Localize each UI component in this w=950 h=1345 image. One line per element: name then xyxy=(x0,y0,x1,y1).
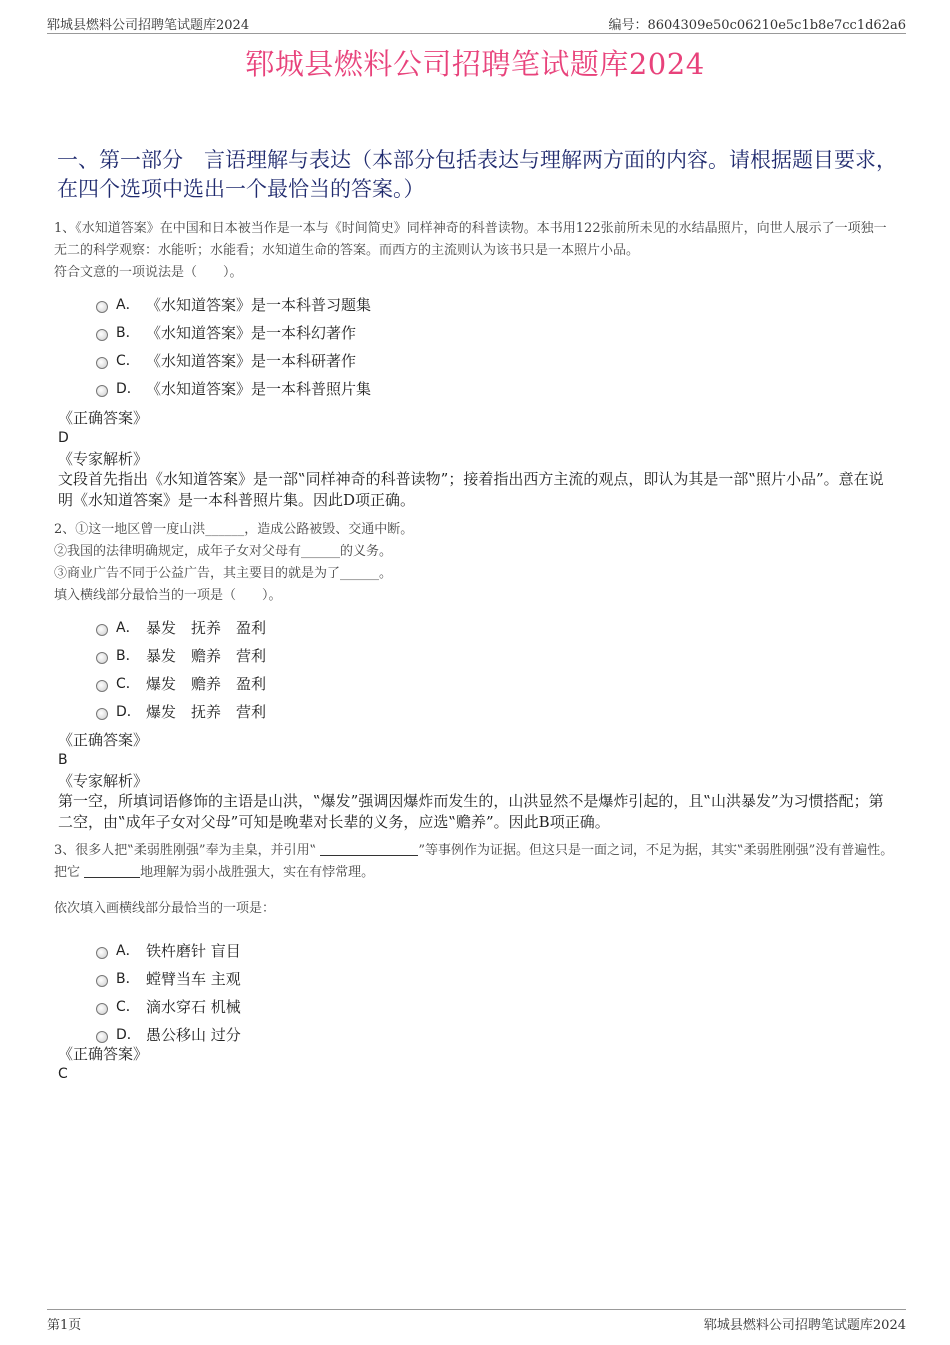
question-1-option-c[interactable] xyxy=(96,346,894,374)
question-3-option-b[interactable] xyxy=(96,964,894,992)
option-letter: C． xyxy=(116,676,140,692)
option-text: 暴发 赡养 营利 xyxy=(146,646,267,665)
radio-icon[interactable] xyxy=(96,708,108,720)
radio-icon[interactable] xyxy=(96,301,108,313)
analysis-label: 《专家解析》 xyxy=(58,772,149,790)
question-1-analysis: 文段首先指出《水知道答案》是一部‟同样神奇的科普读物”；接着指出西方主流的观点，即认为其是一部‟照片小品”。意在说明《水知道答案》是一本科普照片集。因此D项正确。 xyxy=(58,470,884,509)
question-2-option-a[interactable] xyxy=(96,613,894,641)
header-divider xyxy=(47,33,906,34)
question-2-answer-block xyxy=(58,730,898,833)
option-letter: C． xyxy=(116,999,140,1015)
option-letter: B． xyxy=(116,971,140,987)
question-3-option-c[interactable] xyxy=(96,992,894,1020)
question-1-stem xyxy=(54,218,894,284)
question-2 xyxy=(54,519,894,725)
question-2-option-d[interactable] xyxy=(96,697,894,725)
question-3-answer: C xyxy=(58,1066,68,1082)
option-text: 铁杵磨针 盲目 xyxy=(146,941,241,960)
question-2-prompt: 填入横线部分最恰当的一项是（ ）。 xyxy=(54,588,282,603)
radio-icon[interactable] xyxy=(96,1031,108,1043)
question-2-line-3: ③商业广告不同于公益广告，其主要目的就是为了______。 xyxy=(54,566,393,581)
radio-icon[interactable] xyxy=(96,680,108,692)
option-letter: B． xyxy=(116,648,140,664)
question-2-analysis: 第一空，所填词语修饰的主语是山洪，‟爆发”强调因爆炸而发生的，山洪显然不是爆炸引起的，且‟山洪暴发”为习惯搭配；第二空，由‟成年子女对父母”可知是晚辈对长辈的义务，应选‟赡养”。因此B项正确。 xyxy=(58,792,884,831)
radio-icon[interactable] xyxy=(96,624,108,636)
question-3-stem xyxy=(54,840,894,920)
question-1-prompt: 符合文意的一项说法是（ ）。 xyxy=(54,265,243,280)
question-3-options xyxy=(96,936,894,1048)
radio-icon[interactable] xyxy=(96,357,108,369)
footer-divider xyxy=(47,1309,906,1310)
question-2-answer: B xyxy=(58,752,68,768)
option-letter: A． xyxy=(116,297,140,313)
question-3-option-a[interactable] xyxy=(96,936,894,964)
option-text: 《水知道答案》是一本科普照片集 xyxy=(146,379,372,398)
option-letter: A． xyxy=(116,620,140,636)
question-3-text-part-1: 3、很多人把‟柔弱胜刚强”奉为圭臬，并引用‟ xyxy=(54,843,321,858)
radio-icon[interactable] xyxy=(96,652,108,664)
question-2-line-1: 2、①这一地区曾一度山洪______，造成公路被毁、交通中断。 xyxy=(54,522,414,537)
question-1-text: 1、《水知道答案》在中国和日本被当作是一本与《时间简史》同样神奇的科普读物。本书用122张前所未见的水结晶照片，向世人展示了一项独一无二的科学观察：水能听；水能看；水知道生命的答案。而西方的主流则认为该书只是一本照片小品。 xyxy=(54,221,887,258)
option-text: 愚公移山 过分 xyxy=(146,1025,241,1044)
section-heading: 一、第一部分 言语理解与表达（本部分包括表达与理解两方面的内容。请根据题目要求，在四个选项中选出一个最恰当的答案。） xyxy=(57,148,897,201)
radio-icon[interactable] xyxy=(96,385,108,397)
option-letter: B． xyxy=(116,325,140,341)
question-2-options xyxy=(96,613,894,725)
page-number: 第1页 xyxy=(47,1318,82,1333)
option-text: 爆发 赡养 盈利 xyxy=(146,674,267,693)
option-text: 爆发 抚养 营利 xyxy=(146,702,267,721)
answer-label: 《正确答案》 xyxy=(58,1045,149,1063)
option-text: 螳臂当车 主观 xyxy=(146,969,241,988)
question-2-option-b[interactable] xyxy=(96,641,894,669)
radio-icon[interactable] xyxy=(96,329,108,341)
option-letter: D． xyxy=(116,704,141,720)
option-letter: D． xyxy=(116,1027,141,1043)
question-1-option-a[interactable] xyxy=(96,290,894,318)
question-2-line-2: ②我国的法律明确规定，成年子女对父母有______的义务。 xyxy=(54,544,393,559)
question-2-stem xyxy=(54,519,894,607)
header-doc-number: 编号：8604309e50c06210e5c1b8e7cc1d62a6 xyxy=(608,18,906,33)
header-doc-title: 郓城县燃料公司招聘笔试题库2024 xyxy=(47,18,250,33)
question-3 xyxy=(54,840,894,1048)
analysis-label: 《专家解析》 xyxy=(58,450,149,468)
question-1 xyxy=(54,218,894,402)
question-1-answer: D xyxy=(58,430,69,446)
option-text: 《水知道答案》是一本科普习题集 xyxy=(146,295,372,314)
option-text: 《水知道答案》是一本科幻著作 xyxy=(146,323,357,342)
question-3-text-part-2: ”等事例作为证据。但这只是一面之词，不足为据，其实‟柔弱胜刚强”没有普遍性。把它 xyxy=(54,843,894,880)
question-2-option-c[interactable] xyxy=(96,669,894,697)
option-text: 滴水穿石 机械 xyxy=(146,997,241,1016)
option-text: 《水知道答案》是一本科研著作 xyxy=(146,351,357,370)
option-letter: D． xyxy=(116,381,141,397)
question-1-option-d[interactable] xyxy=(96,374,894,402)
answer-blank xyxy=(320,841,418,856)
radio-icon[interactable] xyxy=(96,947,108,959)
question-1-answer-block xyxy=(58,408,898,511)
radio-icon[interactable] xyxy=(96,975,108,987)
option-letter: C． xyxy=(116,353,140,369)
question-1-option-b[interactable] xyxy=(96,318,894,346)
answer-blank xyxy=(84,863,140,878)
option-letter: A． xyxy=(116,943,140,959)
question-3-prompt: 依次填入画横线部分最恰当的一项是： xyxy=(54,901,276,916)
question-1-options xyxy=(96,290,894,402)
question-3-text xyxy=(54,840,894,884)
option-text: 暴发 抚养 盈利 xyxy=(146,618,267,637)
answer-label: 《正确答案》 xyxy=(58,731,149,749)
answer-label: 《正确答案》 xyxy=(58,409,149,427)
footer-doc-title: 郓城县燃料公司招聘笔试题库2024 xyxy=(703,1318,906,1333)
radio-icon[interactable] xyxy=(96,1003,108,1015)
page-title: 郓城县燃料公司招聘笔试题库2024 xyxy=(245,47,705,81)
question-3-text-part-3: 地理解为弱小战胜强大，实在有悖常理。 xyxy=(140,865,375,880)
question-3-answer-block xyxy=(58,1044,898,1084)
